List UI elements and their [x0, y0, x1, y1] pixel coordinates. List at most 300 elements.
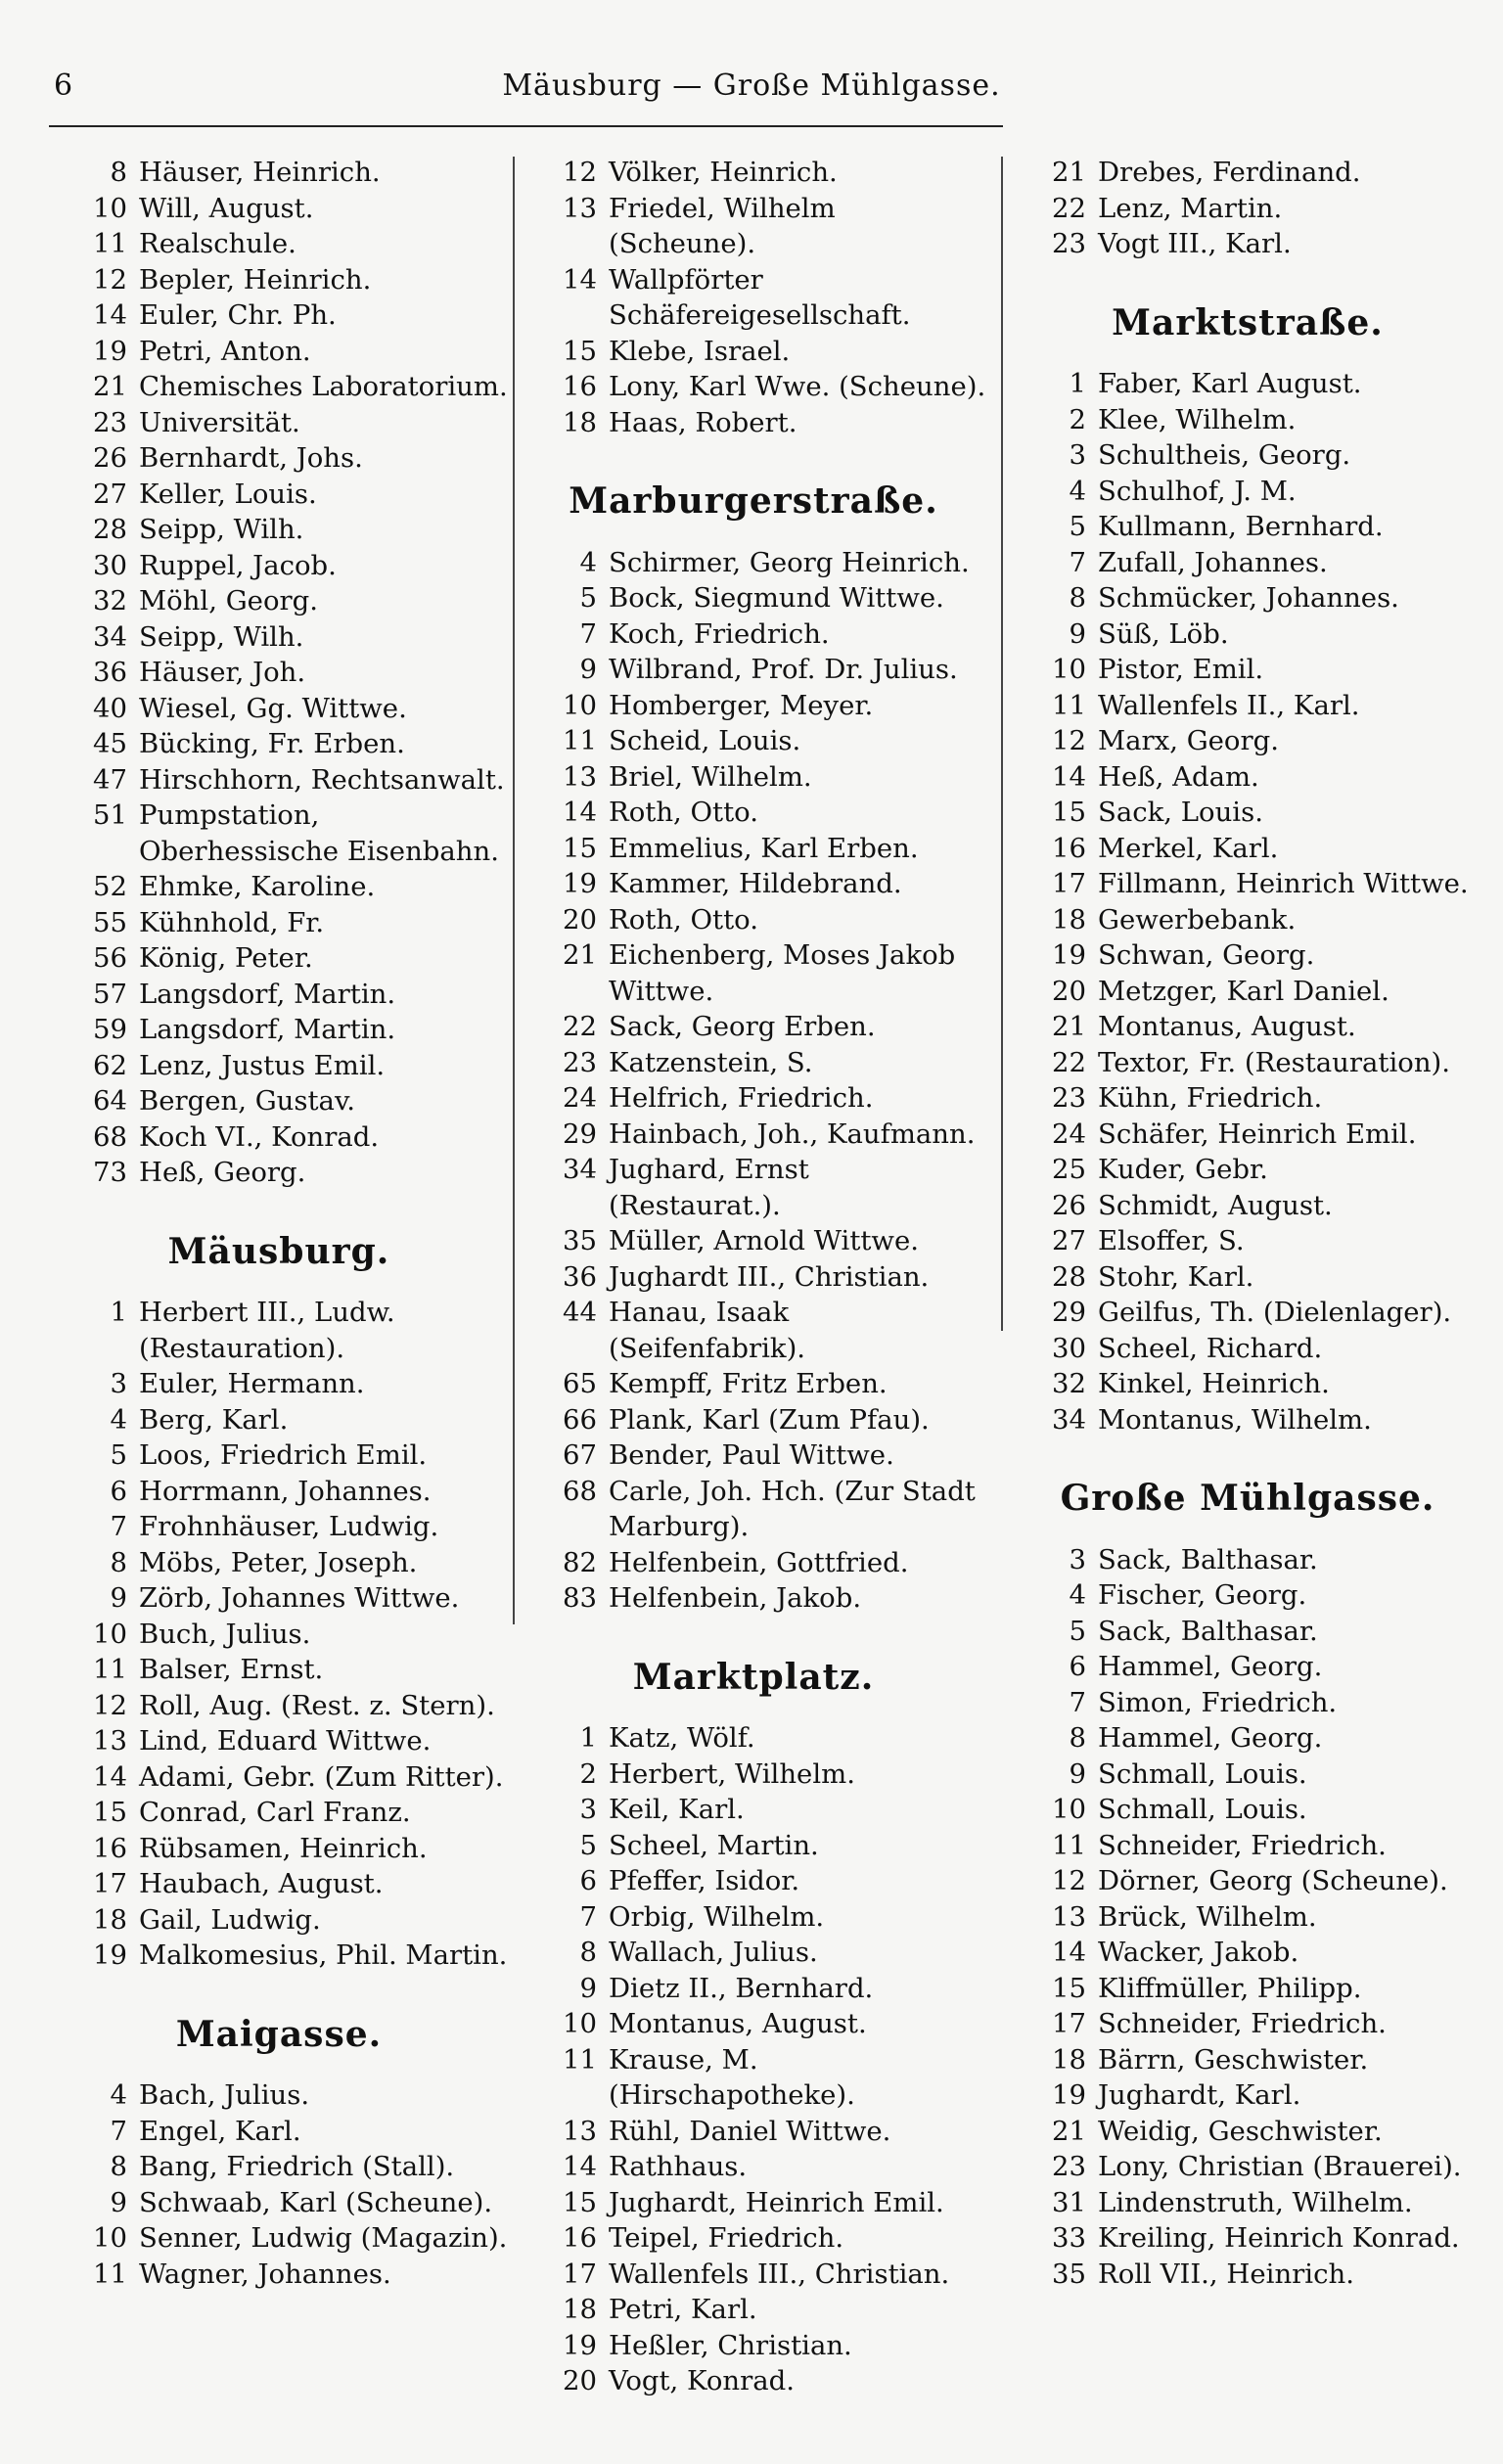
house-number: 14 — [1052, 1937, 1086, 1968]
resident-name: Heß, Georg. — [139, 1157, 306, 1188]
address-entry — [49, 548, 509, 584]
house-number: 13 — [563, 760, 597, 793]
address-entry — [1008, 1863, 1487, 1899]
resident-name: Montanus, August. — [1098, 1011, 1356, 1042]
address-entry — [519, 759, 988, 796]
address-entry — [1008, 1117, 1487, 1153]
address-entry — [519, 580, 988, 616]
house-number: 18 — [93, 1903, 127, 1936]
address-entry — [49, 405, 509, 441]
resident-name: Emmelius, Karl Erben. — [609, 832, 919, 864]
address-entry — [519, 2257, 988, 2293]
house-number: 10 — [1052, 1794, 1086, 1825]
resident-name: Wallpförter Schäfereigesellschaft. — [609, 263, 911, 331]
resident-name: Gewerbebank. — [1098, 903, 1297, 935]
house-number: 16 — [563, 371, 597, 402]
house-number: 82 — [563, 1546, 597, 1578]
house-number: 73 — [93, 1157, 127, 1188]
house-number: 28 — [93, 514, 127, 545]
resident-name: Lony, Christian (Brauerei). — [1098, 2151, 1462, 2182]
address-entry — [519, 1971, 988, 2007]
column-divider — [1001, 157, 1003, 1331]
house-number: 68 — [93, 1120, 127, 1153]
address-entry — [1008, 474, 1487, 510]
house-number: 20 — [563, 2365, 597, 2396]
resident-name: Jughardt, Heinrich Emil. — [609, 2186, 944, 2218]
house-number: 32 — [93, 585, 127, 616]
house-number: 9 — [579, 1972, 597, 2004]
address-entry — [519, 1863, 988, 1899]
resident-name: Sack, Balthasar. — [1098, 1543, 1318, 1575]
address-entry — [519, 405, 988, 441]
resident-name: Kammer, Hildebrand. — [609, 868, 902, 899]
address-entry — [49, 1652, 509, 1688]
house-number: 29 — [1052, 1297, 1086, 1328]
house-number: 26 — [1052, 1189, 1086, 1221]
house-number: 10 — [93, 2222, 127, 2254]
resident-name: Balser, Ernst. — [139, 1654, 324, 1685]
address-entry — [1008, 902, 1487, 938]
address-entry — [49, 297, 509, 334]
address-entry — [519, 1402, 988, 1438]
resident-name: Wiesel, Gg. Wittwe. — [139, 692, 407, 724]
house-number: 15 — [563, 335, 597, 367]
resident-name: Montanus, Wilhelm. — [1098, 1403, 1372, 1436]
resident-name: Zörb, Johannes Wittwe. — [139, 1582, 460, 1614]
house-number: 13 — [563, 192, 597, 224]
address-entry — [519, 1045, 988, 1081]
resident-name: Heßler, Christian. — [609, 2329, 852, 2361]
house-number: 17 — [1052, 2008, 1086, 2039]
house-number: 17 — [563, 2258, 597, 2290]
house-number: 27 — [1052, 1225, 1086, 1256]
address-entry — [49, 2114, 509, 2150]
address-entry — [49, 2077, 509, 2114]
house-number: 11 — [1052, 689, 1086, 721]
house-number: 18 — [563, 406, 597, 438]
house-number: 20 — [1052, 975, 1086, 1007]
address-entry — [49, 798, 509, 869]
column-3 — [1008, 155, 1487, 2292]
house-number: 1 — [1069, 368, 1086, 399]
house-number: 22 — [1052, 1046, 1086, 1078]
resident-name: Kliffmüller, Philipp. — [1098, 1972, 1362, 2004]
resident-name: Sack, Georg Erben. — [609, 1011, 876, 1042]
house-number: 14 — [93, 299, 127, 331]
resident-name: Roll VII., Heinrich. — [1098, 2258, 1354, 2290]
resident-name: Bepler, Heinrich. — [139, 263, 372, 296]
house-number: 2 — [1069, 403, 1086, 435]
address-entry — [49, 1474, 509, 1510]
address-entry — [1008, 2077, 1487, 2114]
resident-name: Bock, Siegmund Wittwe. — [609, 582, 944, 614]
resident-name: Sack, Louis. — [1098, 797, 1263, 828]
resident-name: Textor, Fr. (Restauration). — [1098, 1046, 1450, 1078]
resident-name: Universität. — [139, 406, 300, 438]
address-entry — [519, 545, 988, 581]
address-entry — [519, 2292, 988, 2328]
address-entry — [519, 1295, 988, 1366]
house-number: 10 — [1052, 654, 1086, 685]
address-entry — [519, 1580, 988, 1617]
resident-name: Rathhaus. — [609, 2151, 748, 2182]
house-number: 12 — [93, 263, 127, 296]
house-number: 29 — [563, 1118, 597, 1150]
resident-name: Petri, Anton. — [139, 335, 311, 367]
house-number: 6 — [110, 1475, 127, 1507]
resident-name: Malkomesius, Phil. Martin. — [139, 1939, 508, 1971]
house-number: 32 — [1052, 1368, 1086, 1399]
address-entry — [519, 2220, 988, 2257]
address-entry — [519, 334, 988, 370]
resident-name: Wagner, Johannes. — [139, 2258, 391, 2290]
address-entry — [1008, 2042, 1487, 2078]
address-entry — [519, 2328, 988, 2364]
header-rule — [49, 125, 1003, 127]
address-entry — [1008, 2006, 1487, 2042]
address-entry — [1008, 795, 1487, 831]
resident-name: Haubach, August. — [139, 1868, 384, 1899]
resident-name: Geilfus, Th. (Dielenlager). — [1098, 1297, 1452, 1328]
house-number: 2 — [579, 1757, 597, 1790]
resident-name: Bach, Julius. — [139, 2079, 310, 2111]
resident-name: Jughardt III., Christian. — [609, 1260, 930, 1293]
address-entry — [49, 655, 509, 691]
resident-name: Vogt III., Karl. — [1098, 228, 1292, 259]
address-entry — [49, 477, 509, 513]
house-number: 12 — [1052, 1865, 1086, 1896]
house-number: 3 — [1069, 439, 1086, 471]
address-entry — [519, 795, 988, 831]
resident-name: Möhl, Georg. — [139, 585, 318, 616]
resident-name: Herbert III., Ludw. (Restauration). — [139, 1297, 395, 1364]
address-entry — [49, 1759, 509, 1796]
address-entry — [1008, 2220, 1487, 2257]
resident-name: Wilbrand, Prof. Dr. Julius. — [609, 654, 958, 685]
address-entry — [519, 2114, 988, 2150]
house-number: 17 — [1052, 868, 1086, 899]
address-entry — [1008, 652, 1487, 688]
address-entry — [49, 1295, 509, 1366]
house-number: 7 — [579, 1900, 597, 1933]
address-entry — [49, 2185, 509, 2221]
house-number: 10 — [93, 192, 127, 224]
resident-name: Scheid, Louis. — [609, 725, 801, 756]
resident-name: Klebe, Israel. — [609, 335, 791, 367]
house-number: 7 — [110, 1511, 127, 1542]
address-entry — [49, 369, 509, 405]
house-number: 8 — [1069, 1722, 1086, 1754]
resident-name: Montanus, August. — [609, 2008, 867, 2039]
address-entry — [1008, 1720, 1487, 1757]
house-number: 27 — [93, 478, 127, 510]
house-number: 14 — [1052, 760, 1086, 793]
address-entry — [519, 1437, 988, 1474]
house-number: 4 — [579, 546, 597, 578]
address-entry — [1008, 1009, 1487, 1045]
house-number: 40 — [93, 692, 127, 724]
address-entry — [1008, 1899, 1487, 1936]
resident-name: Hammel, Georg. — [1098, 1722, 1323, 1754]
address-entry — [1008, 402, 1487, 438]
address-entry — [49, 1617, 509, 1653]
resident-name: Keil, Karl. — [609, 1794, 745, 1825]
address-entry — [49, 1902, 509, 1939]
address-entry — [1008, 1685, 1487, 1721]
address-entry — [519, 1152, 988, 1223]
resident-name: Fischer, Georg. — [1098, 1579, 1307, 1611]
house-number: 34 — [1052, 1403, 1086, 1436]
house-number: 56 — [93, 942, 127, 974]
address-entry — [1008, 937, 1487, 974]
address-entry — [1008, 1577, 1487, 1614]
resident-name: Will, August. — [139, 192, 314, 224]
address-entry — [519, 1080, 988, 1117]
address-entry — [49, 1545, 509, 1581]
address-entry — [1008, 1649, 1487, 1685]
house-number: 19 — [93, 335, 127, 367]
address-entry — [519, 1757, 988, 1793]
address-entry — [519, 1117, 988, 1153]
resident-name: Bender, Paul Wittwe. — [609, 1439, 894, 1471]
resident-name: Dörner, Georg (Scheune). — [1098, 1865, 1448, 1896]
street-heading: Marktplatz. — [632, 1656, 875, 1698]
house-number: 35 — [1052, 2258, 1086, 2290]
house-number: 3 — [110, 1368, 127, 1399]
address-entry — [49, 691, 509, 727]
house-number: 12 — [93, 1689, 127, 1721]
resident-name: Kuder, Gebr. — [1098, 1154, 1268, 1185]
house-number: 59 — [93, 1014, 127, 1045]
house-number: 28 — [1052, 1260, 1086, 1293]
house-number: 51 — [93, 799, 127, 831]
resident-name: Schmidt, August. — [1098, 1189, 1333, 1221]
resident-name: Bang, Friedrich (Stall). — [139, 2151, 455, 2182]
resident-name: Rübsamen, Heinrich. — [139, 1832, 428, 1864]
resident-name: Hammel, Georg. — [1098, 1651, 1323, 1682]
house-number: 30 — [1052, 1332, 1086, 1364]
resident-name: Herbert, Wilhelm. — [609, 1757, 855, 1790]
resident-name: Dietz II., Bernhard. — [609, 1972, 874, 2004]
resident-name: König, Peter. — [139, 942, 313, 974]
resident-name: Marx, Georg. — [1098, 725, 1279, 756]
address-entry — [49, 1155, 509, 1191]
house-number: 34 — [93, 620, 127, 653]
address-entry — [519, 369, 988, 405]
address-entry — [519, 1792, 988, 1828]
house-number: 10 — [93, 1618, 127, 1650]
house-number: 19 — [1052, 2079, 1086, 2111]
resident-name: Wacker, Jakob. — [1098, 1937, 1299, 1968]
resident-name: Ruppel, Jacob. — [139, 549, 337, 581]
house-number: 13 — [93, 1725, 127, 1757]
address-entry — [1008, 1295, 1487, 1331]
address-entry — [49, 869, 509, 905]
address-entry — [1008, 1614, 1487, 1650]
resident-name: Jughard, Ernst (Restaurat.). — [609, 1154, 809, 1221]
resident-name: Heß, Adam. — [1098, 760, 1259, 793]
house-number: 25 — [1052, 1154, 1086, 1185]
resident-name: Schmall, Louis. — [1098, 1757, 1307, 1790]
house-number: 64 — [93, 1085, 127, 1117]
resident-name: Realschule. — [139, 228, 296, 259]
address-entry — [1008, 1045, 1487, 1081]
house-number: 11 — [93, 228, 127, 259]
house-number: 83 — [563, 1582, 597, 1614]
address-entry — [49, 1437, 509, 1474]
resident-name: Lenz, Martin. — [1098, 192, 1283, 224]
address-entry — [49, 1866, 509, 1902]
resident-name: Helfrich, Friedrich. — [609, 1082, 874, 1114]
address-entry — [49, 1119, 509, 1156]
resident-name: Kreiling, Heinrich Konrad. — [1098, 2222, 1460, 2254]
address-entry — [49, 1012, 509, 1048]
address-entry — [1008, 2114, 1487, 2150]
resident-name: Gail, Ludwig. — [139, 1903, 321, 1936]
resident-name: Euler, Hermann. — [139, 1368, 365, 1399]
resident-name: Schäfer, Heinrich Emil. — [1098, 1118, 1417, 1150]
house-number: 57 — [93, 978, 127, 1010]
resident-name: Stohr, Karl. — [1098, 1260, 1254, 1293]
page-header — [0, 68, 1503, 117]
street-heading: Maigasse. — [175, 2013, 383, 2055]
resident-name: Schmall, Louis. — [1098, 1794, 1307, 1825]
resident-name: Drebes, Ferdinand. — [1098, 157, 1361, 188]
column-1 — [49, 155, 509, 2292]
address-entry — [49, 2149, 509, 2185]
house-number: 15 — [1052, 1972, 1086, 2004]
house-number: 22 — [563, 1011, 597, 1042]
address-entry — [1008, 1331, 1487, 1367]
resident-name: Schmücker, Johannes. — [1098, 582, 1399, 614]
resident-name: Homberger, Meyer. — [609, 689, 874, 721]
house-number: 11 — [93, 1654, 127, 1685]
resident-name: Kullmann, Bernhard. — [1098, 511, 1384, 542]
address-entry — [49, 1723, 509, 1759]
house-number: 13 — [563, 2115, 597, 2147]
column-divider — [513, 157, 515, 1624]
house-number: 7 — [110, 2115, 127, 2147]
house-number: 36 — [563, 1260, 597, 1293]
house-number: 5 — [579, 582, 597, 614]
resident-name: Schultheis, Georg. — [1098, 439, 1351, 471]
address-entry — [1008, 437, 1487, 474]
house-number: 16 — [563, 2222, 597, 2254]
house-number: 12 — [563, 157, 597, 188]
house-number: 5 — [1069, 1615, 1086, 1647]
resident-name: Schneider, Friedrich. — [1098, 1829, 1387, 1861]
resident-name: Klee, Wilhelm. — [1098, 403, 1297, 435]
resident-name: Elsoffer, S. — [1098, 1225, 1245, 1256]
house-number: 6 — [579, 1865, 597, 1896]
house-number: 21 — [1052, 157, 1086, 188]
house-number: 21 — [93, 371, 127, 402]
resident-name: Süß, Löb. — [1098, 617, 1229, 650]
address-entry — [49, 940, 509, 977]
resident-name: Weidig, Geschwister. — [1098, 2115, 1383, 2147]
resident-name: Häuser, Joh. — [139, 657, 306, 688]
resident-name: Möbs, Peter, Joseph. — [139, 1546, 418, 1578]
resident-name: Schwan, Georg. — [1098, 939, 1315, 971]
address-entry — [1008, 155, 1487, 191]
address-entry — [1008, 1792, 1487, 1828]
house-number: 67 — [563, 1439, 597, 1471]
address-entry — [1008, 1259, 1487, 1296]
house-number: 52 — [93, 871, 127, 902]
house-number: 26 — [93, 442, 127, 474]
resident-name: Keller, Louis. — [139, 478, 317, 510]
resident-name: Häuser, Heinrich. — [139, 157, 381, 188]
resident-name: Seipp, Wilh. — [139, 620, 304, 653]
resident-name: Koch VI., Konrad. — [139, 1120, 380, 1153]
house-number: 3 — [1069, 1543, 1086, 1575]
address-entry — [1008, 1828, 1487, 1864]
address-entry — [49, 440, 509, 477]
resident-name: Frohnhäuser, Ludwig. — [139, 1511, 439, 1542]
house-number: 8 — [110, 1546, 127, 1578]
resident-name: Buch, Julius. — [139, 1618, 311, 1650]
resident-name: Merkel, Karl. — [1098, 832, 1279, 864]
address-entry — [1008, 759, 1487, 796]
house-number: 21 — [1052, 2115, 1086, 2147]
house-number: 10 — [563, 2008, 597, 2039]
address-entry — [1008, 366, 1487, 402]
house-number: 11 — [1052, 1829, 1086, 1861]
address-entry — [519, 902, 988, 938]
address-entry — [519, 1259, 988, 1296]
address-entry — [1008, 226, 1487, 262]
resident-name: Scheel, Martin. — [609, 1829, 819, 1861]
resident-name: Langsdorf, Martin. — [139, 978, 396, 1010]
address-entry — [1008, 509, 1487, 545]
address-entry — [519, 723, 988, 759]
resident-name: Müller, Arnold Wittwe. — [609, 1225, 919, 1256]
address-entry — [519, 191, 988, 262]
resident-name: Roth, Otto. — [609, 903, 758, 935]
address-entry — [49, 512, 509, 548]
house-number: 21 — [563, 939, 597, 971]
house-number: 4 — [1069, 475, 1086, 507]
resident-name: Schneider, Friedrich. — [1098, 2008, 1387, 2039]
house-number: 7 — [1069, 1686, 1086, 1718]
resident-name: Schirmer, Georg Heinrich. — [609, 546, 970, 578]
resident-name: Vogt, Konrad. — [609, 2365, 795, 2396]
address-entry — [519, 2006, 988, 2042]
resident-name: Rühl, Daniel Wittwe. — [609, 2115, 891, 2147]
resident-name: Adami, Gebr. (Zum Ritter). — [139, 1760, 504, 1793]
resident-name: Helfenbein, Jakob. — [609, 1582, 862, 1614]
house-number: 31 — [1052, 2186, 1086, 2218]
resident-name: Senner, Ludwig (Magazin). — [139, 2222, 508, 2254]
address-entry — [1008, 723, 1487, 759]
house-number: 15 — [563, 2186, 597, 2218]
resident-name: Sack, Balthasar. — [1098, 1615, 1318, 1647]
address-entry — [519, 2185, 988, 2221]
resident-name: Wallenfels III., Christian. — [609, 2258, 950, 2290]
house-number: 21 — [1052, 1011, 1086, 1042]
resident-name: Conrad, Carl Franz. — [139, 1797, 411, 1828]
resident-name: Petri, Karl. — [609, 2294, 757, 2325]
house-number: 18 — [563, 2294, 597, 2325]
house-number: 7 — [579, 617, 597, 650]
address-entry — [49, 2257, 509, 2293]
house-number: 19 — [563, 868, 597, 899]
house-number: 18 — [1052, 903, 1086, 935]
resident-name: Plank, Karl (Zum Pfau). — [609, 1403, 930, 1436]
address-entry — [1008, 1757, 1487, 1793]
resident-name: Lony, Karl Wwe. (Scheune). — [609, 371, 986, 402]
address-entry — [519, 1366, 988, 1402]
